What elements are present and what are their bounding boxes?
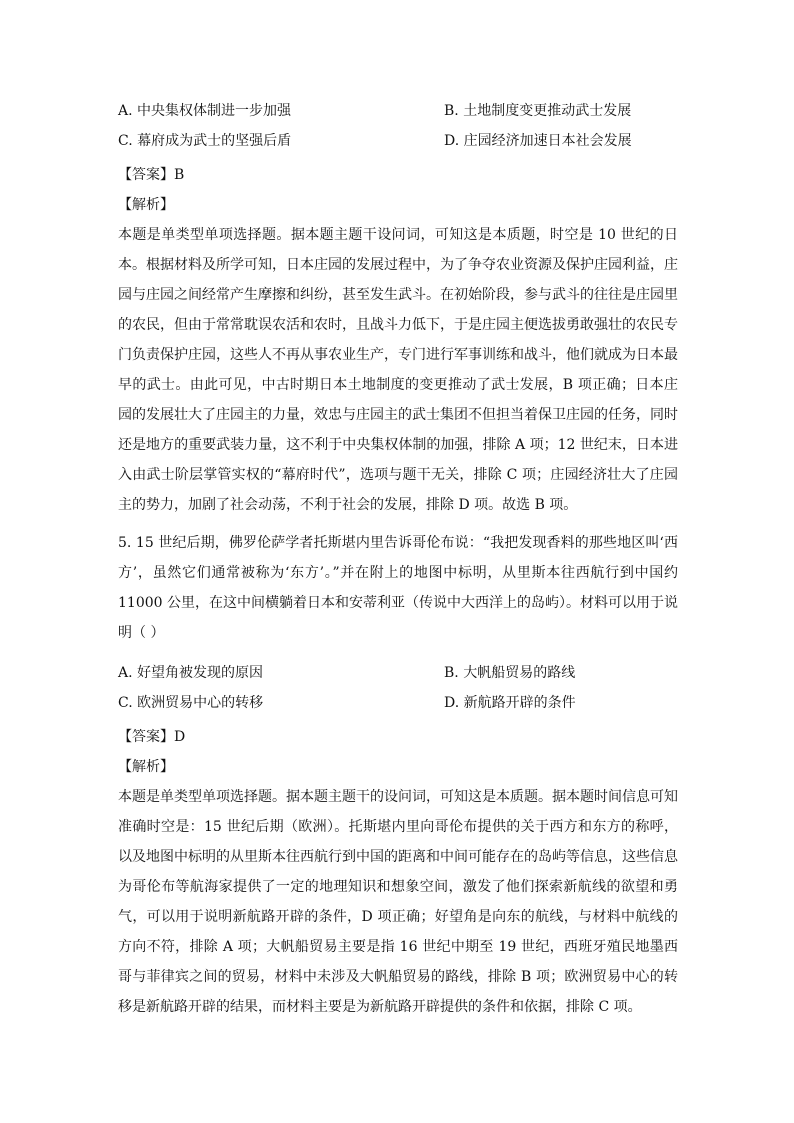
- q5-option-d[interactable]: D. 新航路开辟的条件: [444, 695, 576, 711]
- q5-option-c[interactable]: C. 欧洲贸易中心的转移: [118, 695, 264, 711]
- q4-option-d[interactable]: D. 庄园经济加速日本社会发展: [444, 133, 632, 149]
- q5-option-a[interactable]: A. 好望角被发现的原因: [118, 665, 264, 681]
- q4-option-row-2: [118, 130, 678, 160]
- q4-analysis-label: 【解析】: [118, 197, 174, 213]
- q4-options: [118, 100, 678, 160]
- q5-option-row-1: [118, 662, 678, 692]
- q4-option-b[interactable]: B. 土地制度变更推动武士发展: [444, 103, 632, 119]
- q5-option-b[interactable]: B. 大帆船贸易的路线: [444, 665, 576, 681]
- q5-section: [118, 528, 678, 648]
- q4-analysis-text: 本题是单类型单项选择题。据本题主题干设问词，可知这是本质题，时空是 10 世纪的日本。根据材料及所学可知，日本庄园的发展过程中，为了争夺农业资源及保护庄园利益，庄园与庄园之间经常产生摩擦和纠纷，甚至发生武斗。在初始阶段，参与武斗的往往是庄园里的农民，但由于常常耽误农活和农时，且战斗力低下，于是庄园主便选拔勇敢强壮的农民专门负责保护庄园，这些人不再从事农业生产，专门进行军事训练和战斗，他们就成为日本最早的武士。由此可见，中古时期日本土地制度的变更推动了武士发展，B 项正确；日本庄园的发展壮大了庄园主的力量，效忠与庄园主的武士集团不但担当着保卫庄园的任务，同时还是地方的重要武装力量，这不利于中央集权体制的加强，排除 A 项；12 世纪末，日本进入由武士阶层掌管实权的“幕府时代”，选项与题干无关，排除 C 项；庄园经济壮大了庄园主的势力，加剧了社会动荡，不利于社会的发展，排除 D 项。故选 B 项。: [118, 227, 678, 513]
- q5-analysis-label: 【解析】: [118, 759, 174, 775]
- q4-option-a[interactable]: A. 中央集权体制进一步加强: [118, 103, 292, 119]
- q5-answer-section: [118, 722, 678, 1022]
- q4-answer-section: [118, 160, 678, 520]
- q5-answer-label: 【答案】D: [118, 729, 186, 745]
- q5-analysis-text: 本题是单类型单项选择题。据本题主题干的设问词，可知这是本质题。据本题时间信息可知准确时空是：15 世纪后期（欧洲）。托斯堪内里向哥伦布提供的关于西方和东方的称呼，以及地图中标明的从里斯本往西航行到中国的距离和中间可能存在的岛屿等信息，这些信息为哥伦布等航海家提供了一定的地理知识和想象空间，激发了他们探索新航线的欲望和勇气，可以用于说明新航路开辟的条件，D 项正确；好望角是向东的航线，与材料中航线的方向不符，排除 A 项；大帆船贸易主要是指 16 世纪中期至 19 世纪，西班牙殖民地墨西哥与菲律宾之间的贸易，材料中未涉及大帆船贸易的路线，排除 B 项；欧洲贸易中心的转移是新航路开辟的结果，而材料主要是为新航路开辟提供的条件和依据，排除 C 项。: [118, 789, 678, 1015]
- q4-option-row-1: [118, 100, 678, 130]
- q4-answer-label: 【答案】B: [118, 167, 185, 183]
- q5-stem: 5. 15 世纪后期，佛罗伦萨学者托斯堪内里告诉哥伦布说：“我把发现香料的那些地区叫‘西方’，虽然它们通常被称为‘东方’。”并在附上的地图中标明，从里斯本往西航行到中国约 11000 公里，在这中间横躺着日本和安蒂利亚（传说中大西洋上的岛屿）。材料可以用于说明（ ）: [118, 535, 678, 641]
- q4-option-c[interactable]: C. 幕府成为武士的坚强后盾: [118, 133, 292, 149]
- q5-option-row-2: [118, 692, 678, 722]
- q5-options: [118, 662, 678, 722]
